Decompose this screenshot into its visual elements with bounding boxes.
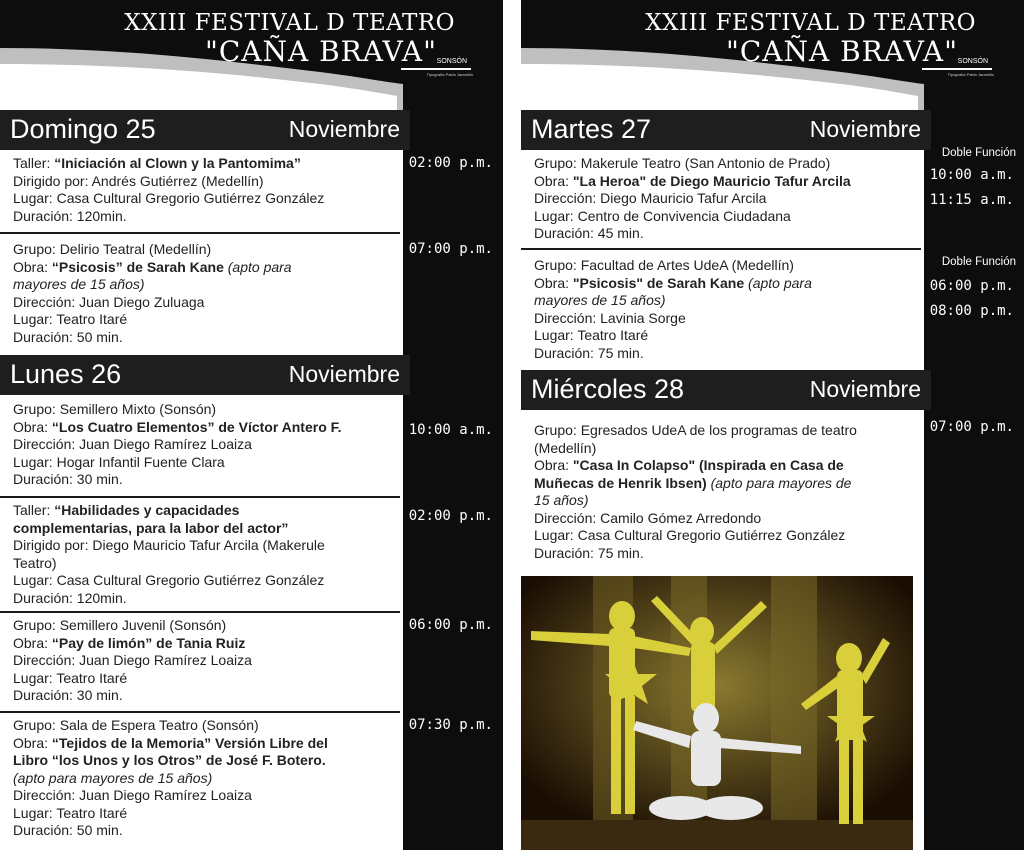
event-title: complementarias, para la labor del actor” — [13, 519, 289, 536]
double-show-label: Doble Función — [941, 256, 1016, 268]
title-underline — [401, 68, 471, 70]
event-note: 15 años) — [534, 492, 589, 508]
event-director: Dirección: Juan Diego Zuluaga — [13, 293, 205, 310]
event-group: Grupo: Delirio Teatral (Medellín) — [13, 241, 212, 257]
event-time: 07:30 p.m. — [408, 717, 493, 733]
event-note: mayores de 15 años) — [13, 276, 145, 292]
event-divider — [0, 232, 400, 234]
event-title: "La Heroa" de Diego Mauricio Tafur Arcila — [572, 172, 851, 189]
festival-credit: Tipografía Pablo Jaramillo — [426, 72, 473, 77]
festival-header — [521, 0, 1024, 110]
event-director-cont: Teatro) — [13, 554, 57, 571]
event-title: "Psicosis" de Sarah Kane — [572, 274, 745, 291]
day-name: Domingo 25 — [10, 114, 156, 144]
event-line — [13, 419, 393, 437]
day-name: Miércoles 28 — [531, 374, 685, 404]
festival-title-line2: "CAÑA BRAVA" — [204, 35, 437, 68]
festival-header — [0, 0, 503, 110]
festival-city: SONSÓN — [957, 58, 988, 65]
event-line — [13, 735, 393, 753]
event-line — [13, 635, 393, 653]
event-director: Dirección: Juan Diego Ramírez Loaiza — [13, 787, 252, 803]
event-cuatro-elementos — [13, 401, 393, 489]
event-label: Taller: — [13, 502, 55, 518]
festival-credit: Tipografía Pablo Jaramillo — [947, 72, 994, 77]
event-title: Libro “los Unos y los Otros” de José F. Botero. — [13, 752, 326, 768]
festival-title-line1: XXIII FESTIVAL D TEATRO — [645, 10, 976, 36]
festival-title-line1: XXIII FESTIVAL D TEATRO — [124, 10, 455, 36]
event-tejidos-memoria — [13, 717, 393, 840]
event-title: “Iniciación al Clown y la Pantomima” — [54, 155, 301, 171]
event-label: Obra: — [13, 418, 52, 435]
event-line — [534, 275, 914, 293]
event-line — [13, 155, 393, 173]
event-group: Grupo: Facultad de Artes UdeA (Medellín) — [534, 257, 794, 273]
event-director: Dirección: Juan Diego Ramírez Loaiza — [13, 436, 252, 452]
day-name: Martes 27 — [531, 114, 652, 144]
event-time: 07:00 p.m. — [408, 241, 493, 257]
event-label: Obra: — [534, 172, 573, 189]
event-venue: Lugar: Casa Cultural Gregorio Gutiérrez González — [13, 572, 325, 588]
event-venue: Lugar: Teatro Itaré — [534, 327, 649, 343]
time-column — [924, 110, 1024, 850]
event-psicosis-udea — [534, 257, 914, 362]
event-venue: Lugar: Teatro Itaré — [13, 311, 128, 327]
event-group: Grupo: Makerule Teatro (San Antonio de Prado) — [534, 155, 831, 171]
event-venue: Lugar: Hogar Infantil Fuente Clara — [13, 453, 225, 470]
event-duration: Duración: 75 min. — [534, 544, 644, 561]
event-title: Muñecas de Henrik Ibsen) — [534, 474, 707, 491]
festival-title-line2: "CAÑA BRAVA" — [725, 35, 958, 68]
event-group: Grupo: Egresados UdeA de los programas de teatro — [534, 422, 857, 438]
event-title: "Casa In Colapso" (Inspirada en Casa de — [572, 457, 844, 473]
event-habilidades-workshop — [13, 502, 393, 607]
event-psicosis-delirio — [13, 241, 393, 346]
day-month: Noviembre — [288, 116, 400, 142]
event-title: “Los Cuatro Elementos” de Víctor Antero F. — [51, 418, 342, 435]
event-line — [13, 502, 393, 520]
event-venue: Lugar: Casa Cultural Gregorio Gutiérrez González — [534, 527, 846, 543]
event-divider — [0, 496, 400, 498]
right-panel — [521, 0, 1024, 850]
event-label: Obra: — [13, 634, 52, 651]
event-director: Dirección: Juan Diego Ramírez Loaiza — [13, 652, 252, 668]
event-time: 10:00 a.m. — [408, 422, 493, 438]
day-header-miercoles — [521, 370, 931, 410]
event-time: 06:00 p.m. — [408, 617, 493, 633]
event-venue: Lugar: Teatro Itaré — [13, 804, 128, 821]
left-panel — [0, 0, 503, 850]
event-director: Dirección: Lavinia Sorge — [534, 309, 686, 326]
event-duration: Duración: 120min. — [13, 589, 127, 606]
event-casa-in-colapso — [534, 422, 914, 562]
double-show-label: Doble Función — [941, 147, 1016, 159]
event-duration: Duración: 30 min. — [13, 687, 123, 703]
event-director: Dirigido por: Diego Mauricio Tafur Arcila (Makerule — [13, 537, 325, 553]
event-divider — [0, 711, 400, 713]
event-title: “Pay de limón” de Tania Ruiz — [51, 634, 246, 651]
event-title: “Psicosis” de Sarah Kane — [51, 258, 224, 275]
event-note: (apto para mayores de 15 años) — [13, 769, 213, 786]
event-label: Obra: — [534, 274, 573, 291]
event-label: Obra: — [534, 457, 573, 473]
event-time: 11:15 a.m. — [929, 192, 1014, 208]
event-la-heroa — [534, 155, 914, 243]
event-director: Dirección: Diego Mauricio Tafur Arcila — [534, 190, 767, 206]
event-title: “Habilidades y capacidades — [54, 502, 240, 518]
event-label: Obra: — [13, 734, 52, 751]
day-month: Noviembre — [809, 376, 921, 402]
event-time: 02:00 p.m. — [408, 508, 493, 524]
time-column — [403, 110, 503, 850]
event-line — [534, 173, 914, 191]
event-duration: Duración: 50 min. — [13, 822, 123, 838]
event-pay-de-limon — [13, 617, 393, 705]
event-duration: Duración: 45 min. — [534, 225, 644, 241]
event-venue: Lugar: Casa Cultural Gregorio Gutiérrez González — [13, 190, 325, 206]
day-header-domingo — [0, 110, 410, 150]
event-time: 10:00 a.m. — [929, 167, 1014, 183]
event-director: Dirigido por: Andrés Gutiérrez (Medellín) — [13, 172, 264, 189]
event-line — [13, 259, 393, 277]
event-clown-workshop — [13, 155, 393, 225]
day-month: Noviembre — [288, 361, 400, 387]
event-note: (apto para mayores de — [706, 474, 852, 491]
event-divider — [521, 248, 921, 250]
day-name: Lunes 26 — [10, 359, 122, 389]
event-venue: Lugar: Centro de Convivencia Ciudadana — [534, 207, 791, 224]
event-line — [534, 475, 914, 493]
theater-photo — [521, 576, 913, 850]
event-time: 02:00 p.m. — [408, 155, 493, 171]
day-header-lunes — [0, 355, 410, 395]
event-duration: Duración: 50 min. — [13, 328, 123, 345]
event-note: (apto para — [744, 274, 812, 291]
day-month: Noviembre — [809, 116, 921, 142]
event-label: Taller: — [13, 155, 55, 171]
event-title: “Tejidos de la Memoria” Versión Libre del — [51, 734, 328, 751]
stage-illustration — [521, 576, 913, 850]
event-group: Grupo: Sala de Espera Teatro (Sonsón) — [13, 717, 259, 733]
event-duration: Duración: 75 min. — [534, 344, 644, 361]
event-time: 08:00 p.m. — [929, 303, 1014, 319]
event-venue: Lugar: Teatro Itaré — [13, 669, 128, 686]
title-underline — [922, 68, 992, 70]
event-line — [534, 457, 914, 475]
day-header-martes — [521, 110, 931, 150]
event-divider — [0, 611, 400, 613]
event-group: Grupo: Semillero Mixto (Sonsón) — [13, 401, 217, 417]
event-duration: Duración: 120min. — [13, 207, 127, 224]
event-duration: Duración: 30 min. — [13, 471, 123, 487]
event-note: mayores de 15 años) — [534, 292, 666, 308]
event-time: 06:00 p.m. — [929, 278, 1014, 294]
event-director: Dirección: Camilo Gómez Arredondo — [534, 509, 762, 526]
event-label: Obra: — [13, 258, 52, 275]
event-group-cont: (Medellín) — [534, 439, 597, 456]
festival-city: SONSÓN — [436, 58, 467, 65]
event-note: (apto para — [223, 258, 292, 275]
event-time: 07:00 p.m. — [929, 419, 1014, 435]
event-group: Grupo: Semillero Juvenil (Sonsón) — [13, 617, 227, 633]
